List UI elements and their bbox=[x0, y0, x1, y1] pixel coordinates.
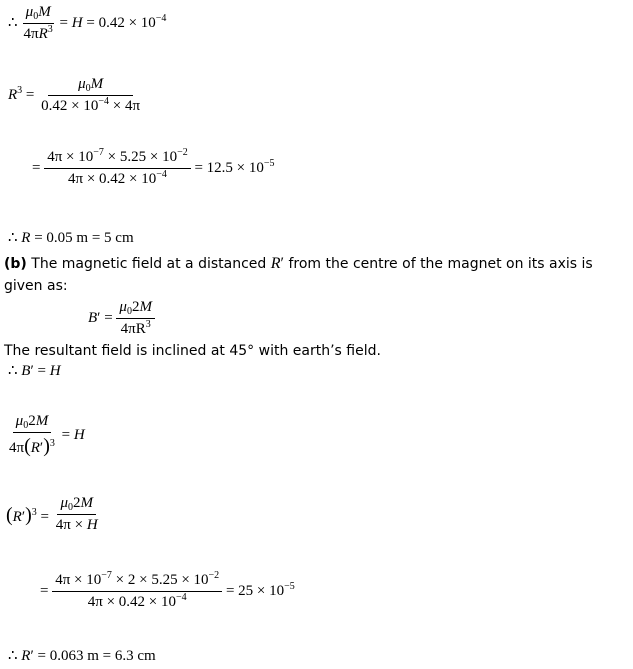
equation-3: = $\frac{4\pi \times 10^{-7} \times 5.25 \times 10^{-2}}{4\pi \times 0.42 \times 10^{-4}}$ = $12.5 \times 10^{-5}$ bbox=[32, 147, 275, 187]
equation-6: ∴ B′ = H bbox=[8, 363, 61, 379]
equation-4: ∴ R = 0.05 m = 5 cm bbox=[8, 230, 134, 246]
resultant-note: The resultant field is inclined at 45° with earth’s field. bbox=[4, 343, 381, 359]
equation-1: ∴ $\frac{\mu_0M}{4\pi R^3}$ = $H = 0.42 \times 10^{-4}$ bbox=[8, 4, 167, 42]
equation-7: $\frac{\mu_02M}{4\pi(R')^3}$ = H bbox=[9, 413, 85, 457]
equation-2: $R^3$ = $\frac{\mu_0M}{0.42 \times 10^{-4} \times 4\pi}$ bbox=[8, 76, 141, 114]
equation-9: = $\frac{4\pi \times 10^{-7} \times 2 \times 5.25 \times 10^{-2}}{4\pi \times 0.42 \times 10^{-4}}$ = $25 \times 10^{-5}$ bbox=[40, 570, 295, 610]
part-b-text-after: from the centre of the magnet on its axis is given as: bbox=[4, 256, 593, 294]
equation-5: B′ = $\frac{\mu_02M}{4\pi R^3}$ bbox=[88, 300, 155, 337]
part-b-text-before: The magnetic field at a distanced bbox=[26, 256, 271, 272]
equation-8: $(R')^3$ = $\frac{\mu_02M}{4\pi \times H}$ bbox=[6, 495, 98, 533]
part-b-paragraph: (b) The magnetic field at a distanced R′ from the centre of the magnet on its axis is given as: bbox=[4, 255, 593, 294]
part-b-label: (b) bbox=[4, 256, 27, 272]
equation-10: ∴ R′ = 0.063 m = 6.3 cm bbox=[8, 648, 156, 664]
